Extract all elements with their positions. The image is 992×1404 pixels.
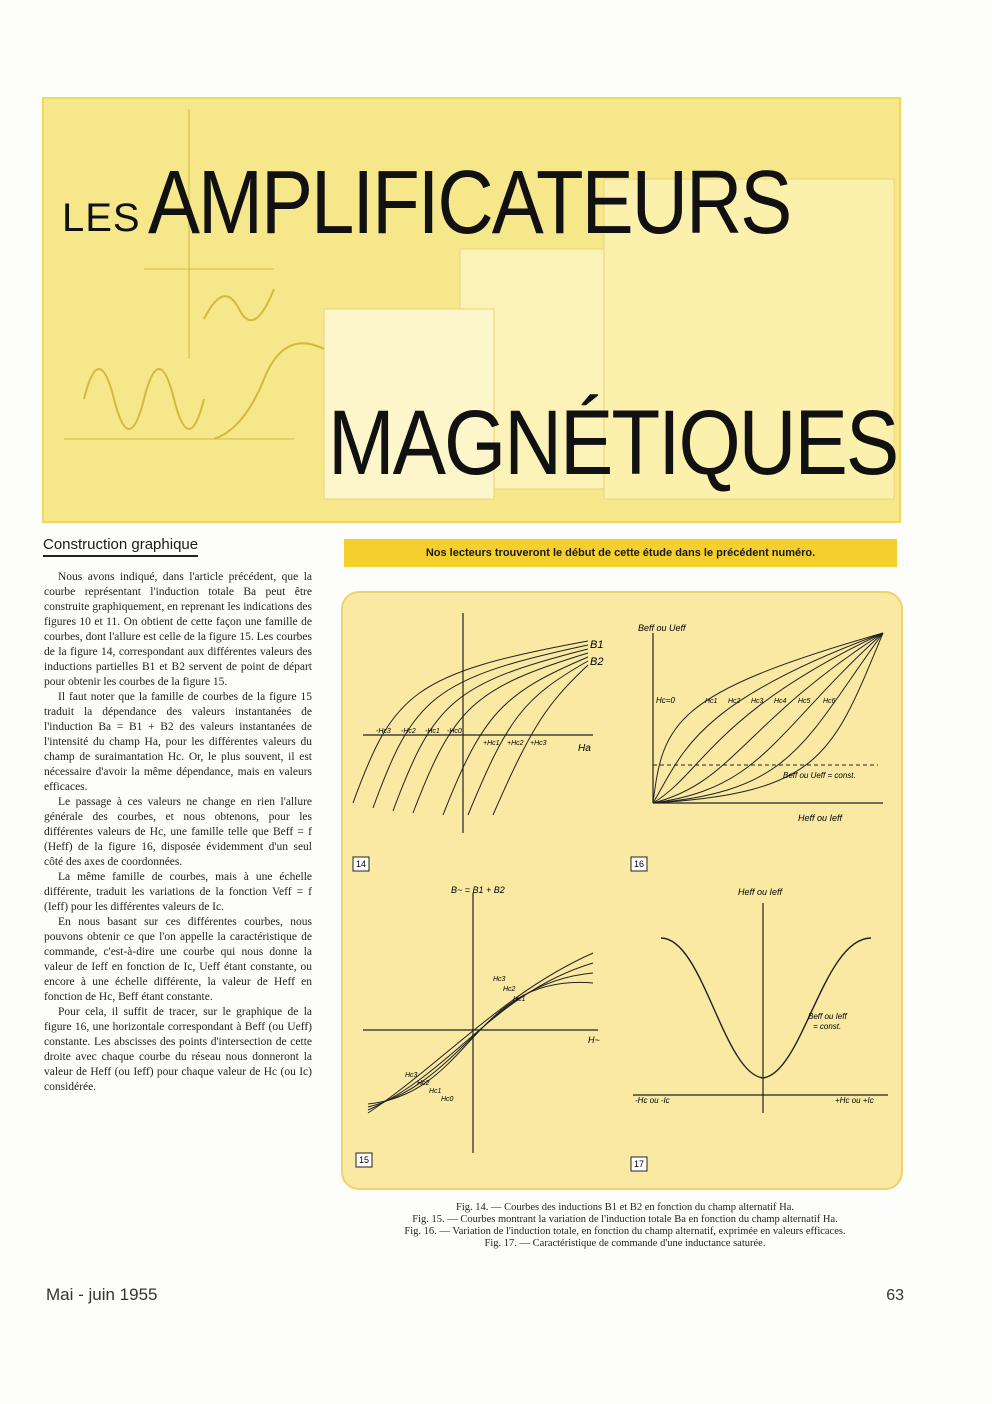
fig14-curve xyxy=(353,641,588,803)
figure-captions xyxy=(355,1202,895,1250)
fig15-curve-label: Hc3 xyxy=(405,1072,418,1079)
fig17-const-label: = const. xyxy=(813,1022,842,1031)
figures-panel xyxy=(341,591,903,1190)
section-heading: Construction graphique xyxy=(43,536,198,557)
fig15-curve-label: Hc1 xyxy=(429,1088,442,1095)
fig14-tick-label: -Hc3 xyxy=(376,728,391,735)
fig16-number: 16 xyxy=(634,859,645,869)
fig14-label-b1: B1 xyxy=(590,639,604,651)
fig16-x-label: Heff ou Ieff xyxy=(798,813,843,823)
fig14-tick-label: +Hc2 xyxy=(507,740,524,747)
article-body xyxy=(44,570,312,1095)
paragraph: Le passage à ces valeurs ne change en rien l'allure générale des courbes, et nous obtenons, pour les différentes valeurs de Hc, une famille telle que Beff = f (Heff) de la figure 16, disposée évidemment d'un seul côté des axes de coordonnées. xyxy=(44,796,312,868)
fig16-curve-label: Hc3 xyxy=(751,698,764,705)
caption: Fig. 14. — Courbes des inductions B1 et B2 en fonction du champ alternatif Ha. xyxy=(456,1202,794,1213)
figure-17 xyxy=(631,887,888,1171)
caption: Fig. 15. — Courbes montrant la variation de l'induction totale Ba en fonction du champ alternatif Ha. xyxy=(412,1214,838,1225)
fig17-const-label: Beff ou Ieff xyxy=(808,1012,847,1021)
fig15-curve-label: Hc1 xyxy=(513,996,526,1003)
fig14-tick-label: -Hc2 xyxy=(401,728,416,735)
fig17-curve xyxy=(661,938,871,1078)
fig17-number: 17 xyxy=(634,1159,645,1169)
fig16-const-label: Beff ou Ueff = const. xyxy=(783,771,856,780)
paragraph: Nous avons indiqué, dans l'article précédent, que la courbe représentant l'induction totale Ba peut être construite graphiquement, en reprenant les indications des figures 10 et 11. On obtient de cette façon une famille de courbes, dont l'allure est celle de la figure 15. Les courbes de la figure 14, correspondant aux différentes valeurs des inductions partielles B1 et B2 servent de point de départ pour obtenir les courbes de la figure 15. xyxy=(44,571,312,688)
fig16-curve-label: Hc5 xyxy=(798,698,811,705)
fig16-y-label: Beff ou Ueff xyxy=(638,623,686,633)
fig14-tick-label: +Hc3 xyxy=(530,740,547,747)
title-line-2: MAGNÉTIQUES xyxy=(328,391,898,494)
fig15-y-label: B~ = B1 + B2 xyxy=(451,885,505,895)
caption: Fig. 16. — Variation de l'induction totale, en fonction du champ alternatif, exprimée en valeurs efficaces. xyxy=(404,1226,846,1237)
paragraph: Il faut noter que la famille de courbes de la figure 15 traduit la dépendance des valeurs instantanées de l'induction Ba = B1 + B2 des valeurs instantanées de l'intensité du champ Ha, pour les différentes valeurs du champ de suraimantation Hc. Or, le plus souvent, il est nécessaire d'avoir la même dépendance, mais en valeurs efficaces. xyxy=(44,691,312,793)
fig15-curve xyxy=(368,982,593,1104)
fig14-curve xyxy=(373,645,588,808)
fig16-curve-label: Hc6 xyxy=(823,698,836,705)
fig14-number: 14 xyxy=(356,859,367,869)
fig14-tick-label: -Hc1 xyxy=(425,728,440,735)
fig16-curve-label: Hc=0 xyxy=(656,696,675,705)
fig15-curve-label: Hc2 xyxy=(503,986,516,993)
issue-date: Mai - juin 1955 xyxy=(46,1285,158,1304)
figure-16 xyxy=(631,623,883,871)
paragraph: La même famille de courbes, mais à une échelle différente, traduit les variations de la fonction Veff = f (Ieff) pour les différentes valeurs de Ic. xyxy=(44,871,312,913)
caption: Fig. 17. — Caractéristique de commande d'une inductance saturée. xyxy=(484,1238,766,1249)
fig14-curve xyxy=(468,661,588,815)
fig15-curve-label: Hc0 xyxy=(441,1096,454,1103)
figures-svg xyxy=(343,593,901,1188)
fig14-axis-label: Ha xyxy=(578,743,591,754)
figure-15 xyxy=(356,885,600,1167)
fig15-curve-label: Hc3 xyxy=(493,976,506,983)
fig16-curve-label: Hc4 xyxy=(774,698,787,705)
fig15-curve-label: Hc2 xyxy=(417,1080,430,1087)
fig16-curve-label: Hc2 xyxy=(728,698,741,705)
fig17-left-label: -Hc ou -Ic xyxy=(635,1096,670,1105)
figure-14 xyxy=(353,613,603,871)
notice-banner: Nos lecteurs trouveront le début de cette étude dans le précédent numéro. xyxy=(344,539,897,567)
fig15-curve xyxy=(368,953,593,1113)
title-prefix: LES xyxy=(62,196,141,240)
fig14-curve xyxy=(393,649,588,811)
fig15-x-label: H~ xyxy=(588,1035,600,1045)
page-number: 63 xyxy=(886,1287,904,1304)
fig15-number: 15 xyxy=(359,1155,370,1165)
paragraph: En nous basant sur ces différentes courbes, nous pouvons obtenir ce que l'on appelle la caractéristique de commande, c'est-à-dire une courbe qui nous donne la valeur de Ieff en fonction de Ic, Ueff étant constante, ou encore à une échelle différente, la valeur de Heff en fonction de Hc, Beff étant constante. xyxy=(44,916,312,1003)
fig16-curve-label: Hc1 xyxy=(705,698,718,705)
fig14-tick-label: -Hc0 xyxy=(447,728,462,735)
fig14-tick-label: +Hc1 xyxy=(483,740,500,747)
fig17-y-label: Heff ou Ieff xyxy=(738,887,783,897)
fig14-label-b2: B2 xyxy=(590,656,604,668)
paragraph: Pour cela, il suffit de tracer, sur le graphique de la figure 16, une horizontale correspondant à Beff (ou Ueff) constante. Les abscisses des points d'intersection de cette droite avec chaque courbe du réseau nous donneront la valeur de Heff (ou Ieff) pour chaque valeur de Hc (ou Ic) considérée. xyxy=(44,1006,312,1093)
fig15-curve xyxy=(368,973,593,1107)
title-line-1: AMPLIFICATEURS xyxy=(148,151,791,253)
fig17-right-label: +Hc ou +Ic xyxy=(835,1096,874,1105)
